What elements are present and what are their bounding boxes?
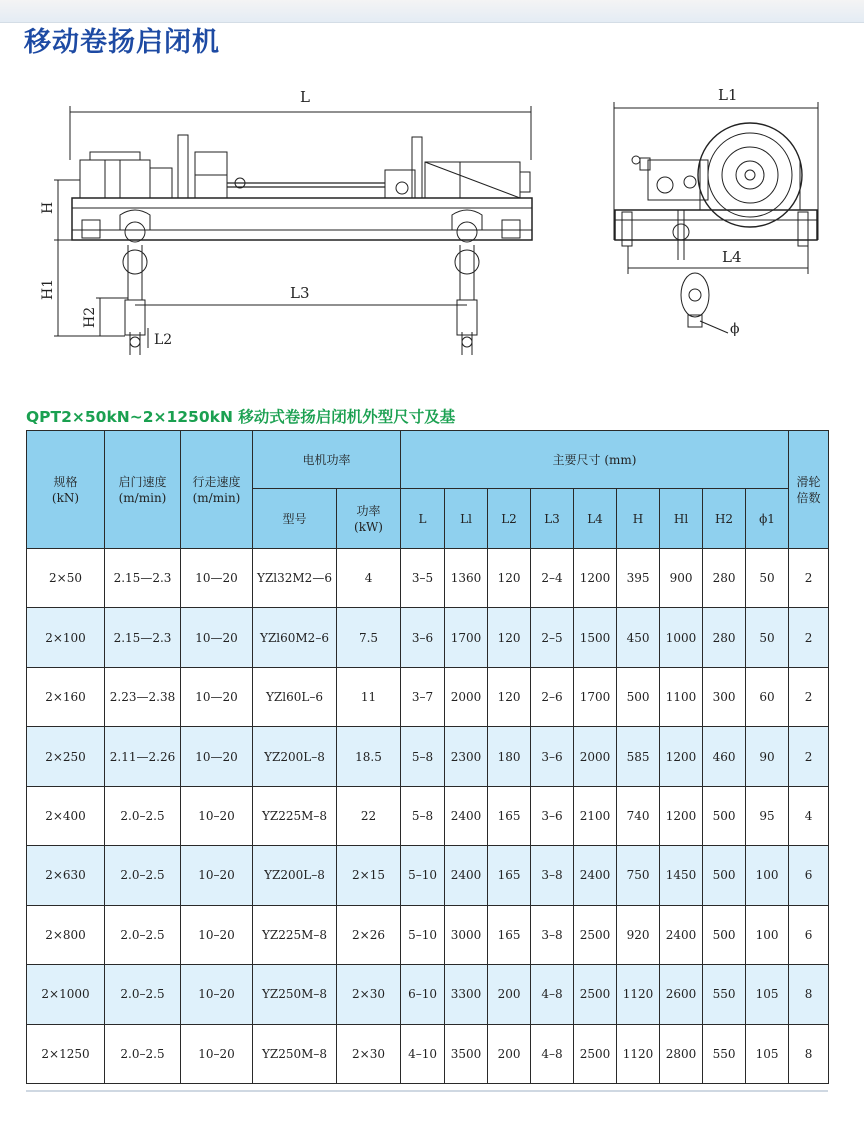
table-cell: 105: [746, 965, 789, 1024]
table-cell: 550: [703, 965, 746, 1024]
header-power: 功率 (kW): [337, 489, 401, 549]
dim-label-H: H: [40, 201, 56, 214]
table-cell: 1120: [617, 1024, 660, 1084]
table-cell: 3–5: [401, 549, 445, 608]
table-cell: 100: [746, 905, 789, 964]
spec-table-body: [27, 549, 829, 1084]
table-cell: 2.0–2.5: [105, 965, 181, 1024]
table-cell: 3–8: [531, 846, 574, 905]
table-cell: 2.0–2.5: [105, 905, 181, 964]
table-cell: YZ200L–8: [253, 846, 337, 905]
table-title: QPT2×50kN~2×1250kN 移动式卷扬启闭机外型尺寸及基: [26, 408, 456, 426]
header-dim: H: [617, 489, 660, 549]
table-cell: 10–20: [181, 846, 253, 905]
table-cell: 10—20: [181, 549, 253, 608]
table-cell: 1700: [445, 608, 488, 667]
dim-label-H2: H2: [82, 306, 98, 328]
table-cell: 120: [488, 549, 531, 608]
table-cell: 450: [617, 608, 660, 667]
table-cell: 3–6: [531, 727, 574, 786]
table-cell: 2: [789, 608, 829, 667]
table-cell: 750: [617, 846, 660, 905]
header-dim: L3: [531, 489, 574, 549]
table-cell: 2–4: [531, 549, 574, 608]
table-cell: 165: [488, 905, 531, 964]
table-cell: 200: [488, 965, 531, 1024]
dim-label-phi: ϕ: [730, 321, 740, 337]
table-cell: 2: [789, 549, 829, 608]
table-cell: 165: [488, 846, 531, 905]
side-view: [614, 86, 818, 337]
header-dim: L4: [574, 489, 617, 549]
dim-label-H1: H1: [40, 278, 56, 300]
table-cell: 920: [617, 905, 660, 964]
table-cell: 100: [746, 846, 789, 905]
table-cell: 2×15: [337, 846, 401, 905]
table-cell: 50: [746, 549, 789, 608]
table-cell: 3–6: [531, 786, 574, 845]
table-cell: 2×26: [337, 905, 401, 964]
table-cell: 200: [488, 1024, 531, 1084]
table-cell: 2400: [445, 846, 488, 905]
table-row: [27, 727, 829, 786]
table-cell: YZl32M2—6: [253, 549, 337, 608]
table-cell: 3300: [445, 965, 488, 1024]
front-view: [40, 88, 532, 355]
table-cell: YZ200L–8: [253, 727, 337, 786]
table-cell: YZl60M2–6: [253, 608, 337, 667]
table-cell: 1500: [574, 608, 617, 667]
table-cell: 4: [337, 549, 401, 608]
table-row: [27, 667, 829, 726]
table-cell: 1200: [660, 786, 703, 845]
table-cell: 2: [789, 667, 829, 726]
table-cell: 11: [337, 667, 401, 726]
table-row: [27, 1024, 829, 1084]
table-cell: 1360: [445, 549, 488, 608]
table-cell: 2–5: [531, 608, 574, 667]
table-cell: YZ250M–8: [253, 1024, 337, 1084]
table-cell: 300: [703, 667, 746, 726]
table-cell: YZ225M–8: [253, 786, 337, 845]
table-cell: 4–8: [531, 965, 574, 1024]
table-cell: 3–8: [531, 905, 574, 964]
table-cell: 1200: [574, 549, 617, 608]
table-cell: 2600: [660, 965, 703, 1024]
table-cell: 2×630: [27, 846, 105, 905]
table-cell: 1450: [660, 846, 703, 905]
table-cell: 18.5: [337, 727, 401, 786]
table-cell: 10–20: [181, 786, 253, 845]
table-cell: 10–20: [181, 905, 253, 964]
table-cell: 2×160: [27, 667, 105, 726]
table-cell: 2400: [574, 846, 617, 905]
table-cell: 6: [789, 905, 829, 964]
table-row: [27, 786, 829, 845]
table-cell: 2.0–2.5: [105, 846, 181, 905]
table-cell: 2400: [660, 905, 703, 964]
table-cell: 2×30: [337, 965, 401, 1024]
table-cell: 500: [703, 846, 746, 905]
table-cell: 105: [746, 1024, 789, 1084]
table-cell: 2: [789, 727, 829, 786]
table-cell: 8: [789, 965, 829, 1024]
table-cell: 280: [703, 608, 746, 667]
table-cell: 1700: [574, 667, 617, 726]
table-cell: 95: [746, 786, 789, 845]
header-travel-speed: 行走速度 (m/min): [181, 431, 253, 549]
table-cell: 2.0–2.5: [105, 1024, 181, 1084]
table-cell: 2000: [574, 727, 617, 786]
table-cell: 60: [746, 667, 789, 726]
table-cell: 2–6: [531, 667, 574, 726]
table-cell: 2×30: [337, 1024, 401, 1084]
header-dim: L: [401, 489, 445, 549]
table-cell: 5–8: [401, 727, 445, 786]
table-cell: 5–8: [401, 786, 445, 845]
table-cell: 120: [488, 608, 531, 667]
header-dim: Ll: [445, 489, 488, 549]
spec-table: [26, 430, 829, 1084]
table-cell: 90: [746, 727, 789, 786]
header-hoist-speed: 启门速度 (m/min): [105, 431, 181, 549]
table-row: [27, 905, 829, 964]
header-main-dims: 主要尺寸 (mm): [401, 431, 789, 489]
table-cell: 2×800: [27, 905, 105, 964]
table-cell: 5–10: [401, 905, 445, 964]
bottom-divider: [26, 1090, 828, 1092]
table-cell: YZ225M–8: [253, 905, 337, 964]
table-cell: 740: [617, 786, 660, 845]
table-cell: 2×1250: [27, 1024, 105, 1084]
table-cell: 10–20: [181, 965, 253, 1024]
table-row: [27, 965, 829, 1024]
page-title: 移动卷扬启闭机: [24, 27, 220, 58]
table-cell: 2100: [574, 786, 617, 845]
table-cell: 3000: [445, 905, 488, 964]
dim-label-L2: L2: [154, 332, 173, 348]
table-cell: 2.23—2.38: [105, 667, 181, 726]
table-cell: 550: [703, 1024, 746, 1084]
table-cell: 22: [337, 786, 401, 845]
table-cell: 2800: [660, 1024, 703, 1084]
table-cell: 2×400: [27, 786, 105, 845]
table-cell: 2×50: [27, 549, 105, 608]
table-cell: 280: [703, 549, 746, 608]
table-cell: 585: [617, 727, 660, 786]
table-cell: 1200: [660, 727, 703, 786]
table-cell: 3–7: [401, 667, 445, 726]
table-cell: 2500: [574, 905, 617, 964]
technical-drawing: [0, 80, 864, 380]
table-cell: 460: [703, 727, 746, 786]
table-cell: 2500: [574, 965, 617, 1024]
table-row: [27, 846, 829, 905]
table-cell: 2300: [445, 727, 488, 786]
table-cell: 2×250: [27, 727, 105, 786]
table-cell: 2.15—2.3: [105, 549, 181, 608]
header-motor-power: 电机功率: [253, 431, 401, 489]
dim-label-L1: L1: [718, 86, 738, 104]
table-cell: 1120: [617, 965, 660, 1024]
table-cell: 10–20: [181, 1024, 253, 1084]
table-cell: 7.5: [337, 608, 401, 667]
table-cell: 120: [488, 667, 531, 726]
header-dim: ϕ1: [746, 489, 789, 549]
table-cell: 900: [660, 549, 703, 608]
table-cell: 1100: [660, 667, 703, 726]
table-cell: 2×1000: [27, 965, 105, 1024]
table-cell: 2.11—2.26: [105, 727, 181, 786]
table-cell: 395: [617, 549, 660, 608]
table-cell: 4–10: [401, 1024, 445, 1084]
header-spec: 规格 (kN): [27, 431, 105, 549]
table-cell: 50: [746, 608, 789, 667]
table-cell: YZl60L–6: [253, 667, 337, 726]
table-cell: 500: [703, 786, 746, 845]
table-cell: 8: [789, 1024, 829, 1084]
table-cell: 4–8: [531, 1024, 574, 1084]
table-cell: 2400: [445, 786, 488, 845]
table-cell: 10—20: [181, 608, 253, 667]
table-cell: 1000: [660, 608, 703, 667]
table-cell: 180: [488, 727, 531, 786]
table-cell: 10—20: [181, 727, 253, 786]
header-model: 型号: [253, 489, 337, 549]
table-cell: 10—20: [181, 667, 253, 726]
table-cell: 2.0–2.5: [105, 786, 181, 845]
table-cell: 500: [703, 905, 746, 964]
table-cell: 6: [789, 846, 829, 905]
table-cell: 500: [617, 667, 660, 726]
table-row: [27, 549, 829, 608]
table-cell: 2000: [445, 667, 488, 726]
table-cell: 2.15—2.3: [105, 608, 181, 667]
header-dim: L2: [488, 489, 531, 549]
header-pulley: 滑轮 倍数: [789, 431, 829, 549]
table-cell: 165: [488, 786, 531, 845]
dim-label-L3: L3: [290, 284, 310, 302]
table-cell: YZ250M–8: [253, 965, 337, 1024]
dim-label-L: L: [300, 88, 310, 106]
table-row: [27, 608, 829, 667]
header-dim: Hl: [660, 489, 703, 549]
table-cell: 2500: [574, 1024, 617, 1084]
dim-label-L4: L4: [722, 248, 742, 266]
table-cell: 3–6: [401, 608, 445, 667]
table-cell: 6–10: [401, 965, 445, 1024]
table-cell: 4: [789, 786, 829, 845]
table-cell: 5–10: [401, 846, 445, 905]
table-cell: 3500: [445, 1024, 488, 1084]
header-dim: H2: [703, 489, 746, 549]
table-cell: 2×100: [27, 608, 105, 667]
